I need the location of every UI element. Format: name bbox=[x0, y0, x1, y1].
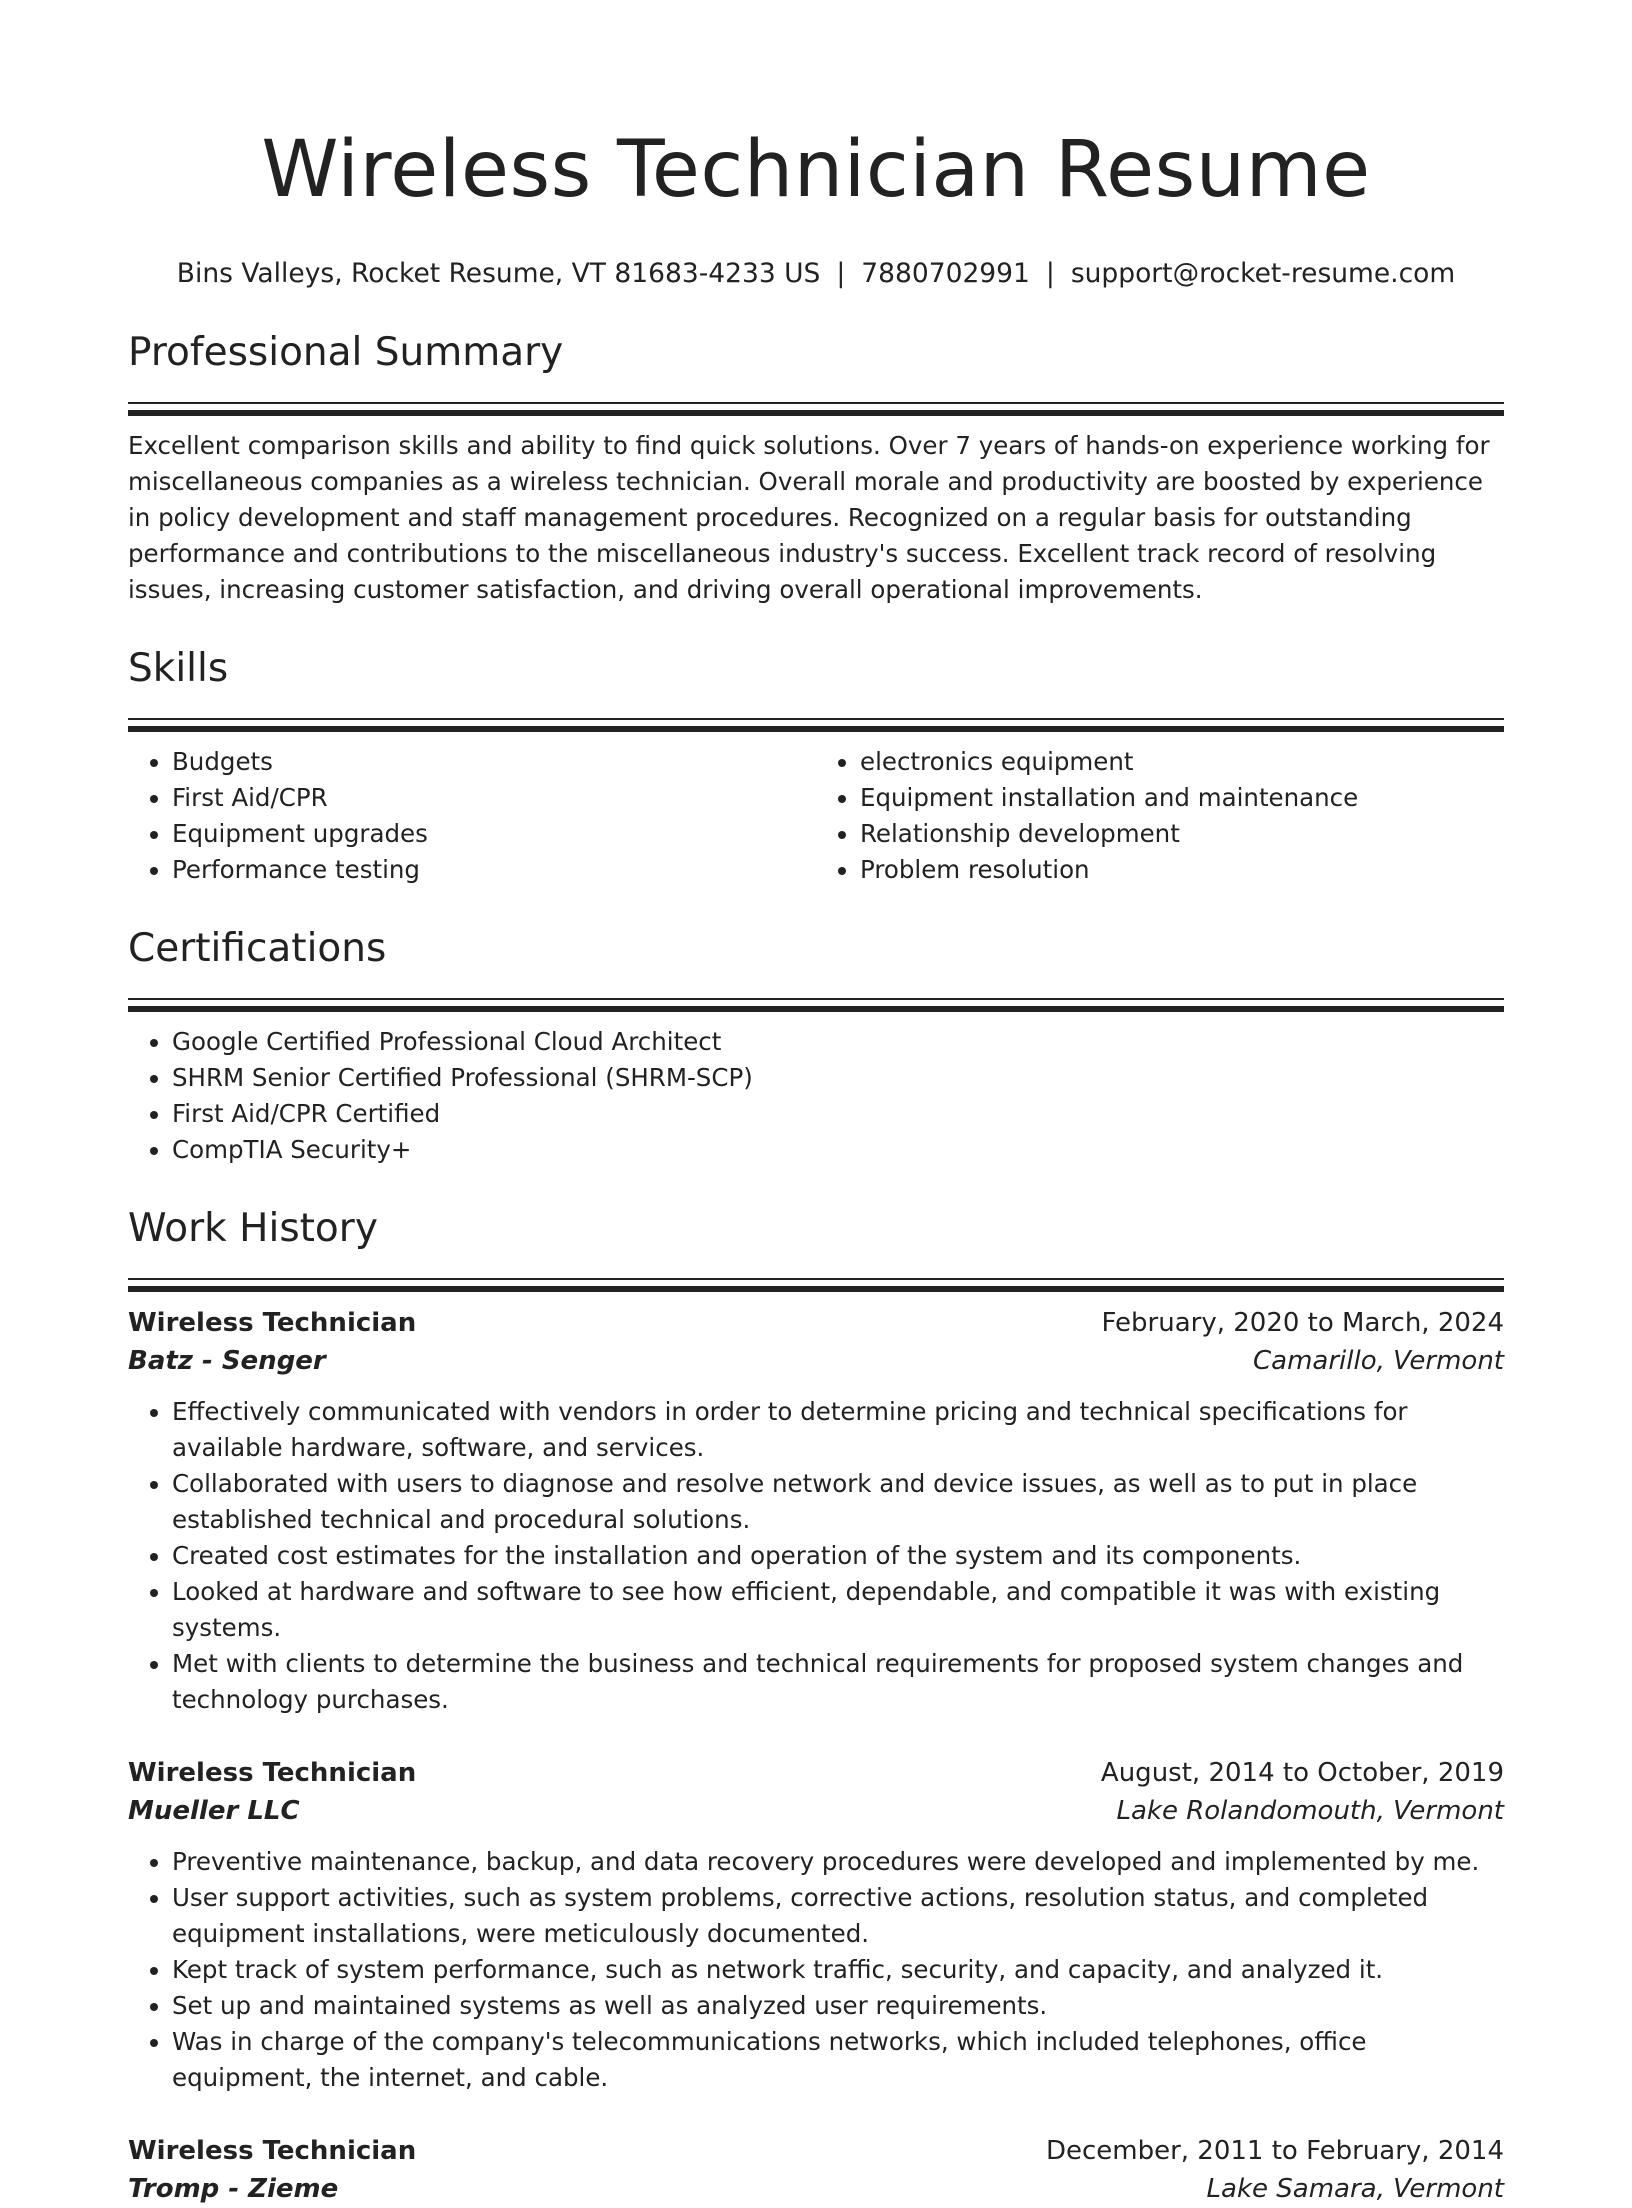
contact-email: support@rocket-resume.com bbox=[1070, 258, 1456, 289]
job-bullet: • Kept track of system performance, such as network traffic, security, and capacity, and analyzed it. bbox=[172, 1952, 1504, 1988]
certifications-heading: Certifications bbox=[128, 926, 387, 971]
job-location: Lake Rolandomouth, Vermont bbox=[1116, 1796, 1504, 1826]
section-rule bbox=[128, 718, 1504, 732]
job-bullet: • Collaborated with users to diagnose and resolve network and device issues, as well as to put in place established technical and procedural solutions. bbox=[172, 1466, 1504, 1538]
job-dates: December, 2011 to February, 2014 bbox=[1045, 2136, 1504, 2166]
skills-grid bbox=[128, 744, 1504, 888]
section-rule bbox=[128, 998, 1504, 1012]
section-rule bbox=[128, 1278, 1504, 1292]
certifications-list bbox=[128, 1024, 1504, 1168]
summary-heading: Professional Summary bbox=[128, 330, 564, 375]
job-title: Wireless Technician bbox=[128, 2136, 417, 2166]
skill-item: • Equipment upgrades bbox=[172, 816, 816, 852]
skill-item: • electronics equipment bbox=[860, 744, 1504, 780]
skill-item: • First Aid/CPR bbox=[172, 780, 816, 816]
job-entry bbox=[128, 1754, 1504, 2096]
job-bullet: • Created cost estimates for the installation and operation of the system and its components. bbox=[172, 1538, 1504, 1574]
skill-item: • Problem resolution bbox=[860, 852, 1504, 888]
job-bullet: • User support activities, such as system problems, corrective actions, resolution status, and completed equipment installations, were meticulously documented. bbox=[172, 1880, 1504, 1952]
job-dates: August, 2014 to October, 2019 bbox=[1100, 1758, 1504, 1788]
job-bullet: • Looked at hardware and software to see how efficient, dependable, and compatible it was with existing systems. bbox=[172, 1574, 1504, 1646]
job-bullet: • Preventive maintenance, backup, and data recovery procedures were developed and implemented by me. bbox=[172, 1844, 1504, 1880]
job-location: Lake Samara, Vermont bbox=[1206, 2174, 1504, 2204]
skill-item: • Performance testing bbox=[172, 852, 816, 888]
summary-text: Excellent comparison skills and ability to find quick solutions. Over 7 years of hands-on experience working for miscellaneous companies as a wireless technician. Overall morale and productivity are boosted by experience in policy development and staff management procedures. Recognized on a regular basis for outstanding performance and contributions to the miscellaneous industry's success. Excellent track record of resolving issues, increasing customer satisfaction, and driving overall operational improvements. bbox=[128, 431, 1490, 604]
job-company: Mueller LLC bbox=[128, 1796, 300, 1826]
contact-separator: | bbox=[1045, 258, 1055, 289]
certification-item: • First Aid/CPR Certified bbox=[172, 1096, 1504, 1132]
job-location: Camarillo, Vermont bbox=[1253, 1346, 1504, 1376]
skills-list-right bbox=[816, 744, 1504, 888]
job-company: Batz - Senger bbox=[128, 1346, 326, 1376]
contact-line bbox=[128, 256, 1504, 292]
skills-heading: Skills bbox=[128, 646, 229, 691]
resume-title: Wireless Technician Resume bbox=[261, 125, 1371, 215]
section-rule bbox=[128, 402, 1504, 416]
job-title: Wireless Technician bbox=[128, 1308, 417, 1338]
job-company: Tromp - Zieme bbox=[128, 2174, 339, 2204]
certification-item: • SHRM Senior Certified Professional (SHRM-SCP) bbox=[172, 1060, 1504, 1096]
certification-item: • Google Certified Professional Cloud Architect bbox=[172, 1024, 1504, 1060]
skill-item: • Budgets bbox=[172, 744, 816, 780]
certifications-section bbox=[128, 924, 1504, 1168]
job-title: Wireless Technician bbox=[128, 1758, 417, 1788]
certification-item: • CompTIA Security+ bbox=[172, 1132, 1504, 1168]
job-bullet: • Effectively communicated with vendors in order to determine pricing and technical specifications for available hardware, software, and services. bbox=[172, 1394, 1504, 1466]
job-bullet: • Met with clients to determine the business and technical requirements for proposed system changes and technology purchases. bbox=[172, 1646, 1504, 1718]
work-history-section bbox=[128, 1204, 1504, 2208]
skills-section bbox=[128, 644, 1504, 888]
skills-list-left bbox=[128, 744, 816, 888]
summary-section bbox=[128, 328, 1504, 608]
job-bullets bbox=[128, 1394, 1504, 1718]
contact-phone: 7880702991 bbox=[861, 258, 1030, 289]
skill-item: • Relationship development bbox=[860, 816, 1504, 852]
job-entry bbox=[128, 2132, 1504, 2208]
job-entry bbox=[128, 1304, 1504, 1718]
job-bullets bbox=[128, 1844, 1504, 2096]
skill-item: • Equipment installation and maintenance bbox=[860, 780, 1504, 816]
job-bullet: • Set up and maintained systems as well as analyzed user requirements. bbox=[172, 1988, 1504, 2024]
contact-address: Bins Valleys, Rocket Resume, VT 81683-4233 US bbox=[176, 258, 821, 289]
work-history-heading: Work History bbox=[128, 1206, 378, 1251]
contact-separator: | bbox=[836, 258, 846, 289]
job-bullet: • Was in charge of the company's telecommunications networks, which included telephones, office equipment, the internet, and cable. bbox=[172, 2024, 1504, 2096]
job-dates: February, 2020 to March, 2024 bbox=[1101, 1308, 1504, 1338]
